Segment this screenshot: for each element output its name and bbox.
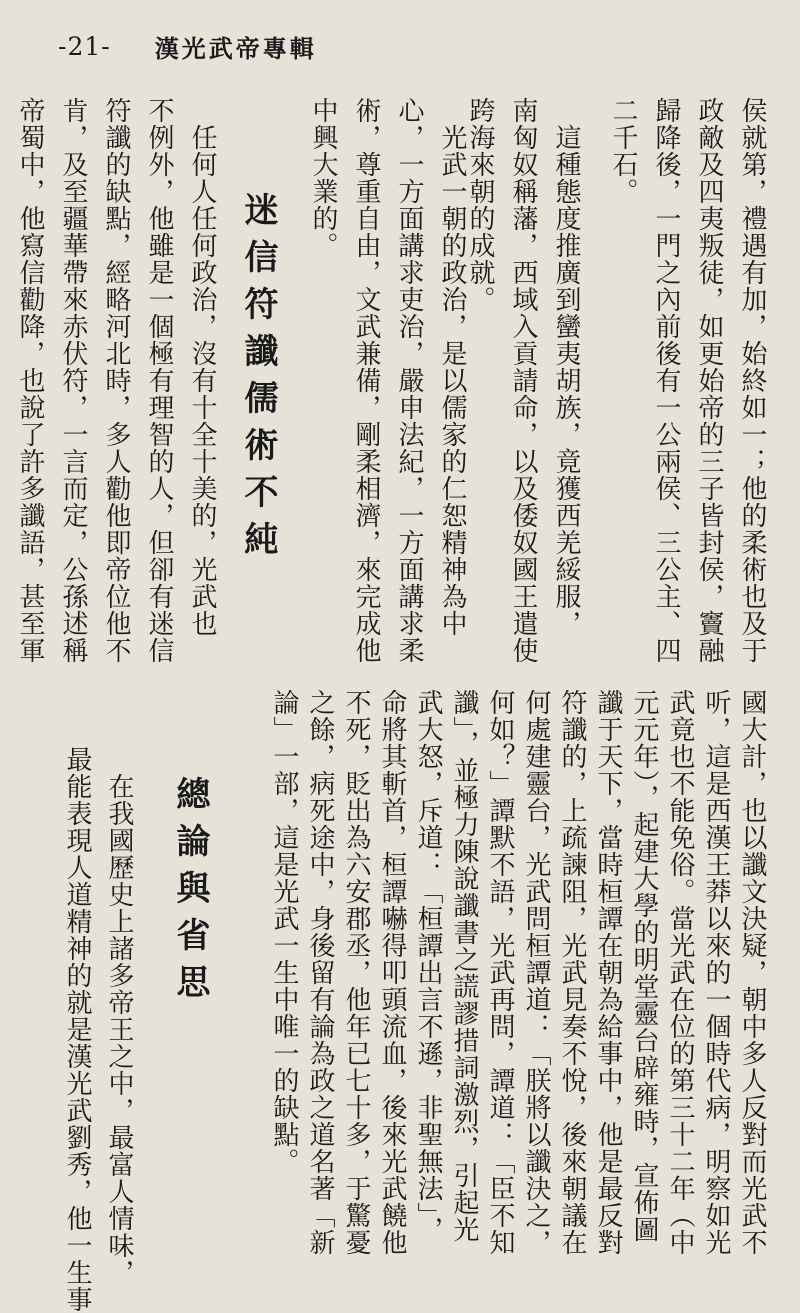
page-header — [58, 28, 317, 64]
text-column: 不例外，他雖是一個極有理智的人，但卻有迷信 — [144, 97, 174, 664]
text-column: 國大計，也以讖文決疑，朝中多人反對而光武不 — [737, 689, 767, 1256]
text-column: 政敵及四夷叛徒，如更始帝的三子皆封侯，竇融 — [694, 97, 724, 664]
text-column: 命將其斬首，桓譚嚇得叩頭流血，後來光武饒他 — [377, 689, 407, 1256]
text-column: 讖」，並極力陳說讖書之謊謬措詞激烈，引起光 — [449, 689, 479, 1243]
section-heading: 總論與省思 — [170, 776, 210, 1011]
text-column: 在我國歷史上諸多帝王之中，最富人情味， — [104, 746, 134, 1286]
text-column: 何處建靈台，光武問桓譚道：「朕將以讖決之， — [521, 689, 551, 1256]
text-column: 符讖的，上疏諫阻，光武見奏不悅，後來朝議在 — [557, 689, 587, 1256]
text-column: 帝蜀中，他寫信勸降，也說了許多讖語，甚至軍 — [15, 97, 45, 664]
text-column: 不死，貶出為六安郡丞，他年已七十多，于驚憂 — [341, 689, 371, 1256]
text-column: 跨海來朝的成就。 — [465, 97, 495, 313]
text-column: 心，一方面講求吏治，嚴申法紀，一方面講求柔 — [394, 97, 424, 664]
text-column: 侯就第，禮遇有加，始終如一；他的柔術也及于 — [737, 97, 767, 664]
text-column: 肯，及至疆華帶來赤伏符，一言而定，公孫述稱 — [58, 97, 88, 664]
section-heading: 迷信符讖儒術不純 — [238, 192, 278, 568]
text-column: 最能表現人道精神的就是漢光武劉秀，他一生事 — [62, 746, 92, 1313]
text-column: 武竟也不能免俗。當光武在位的第三十二年（中 — [665, 689, 695, 1256]
text-column: 符讖的缺點，經略河北時，多人勸他即帝位他不 — [101, 97, 131, 664]
text-column: 這種態度推廣到蠻夷胡族，竟獲西羌綏服， — [551, 97, 581, 637]
text-column: 武大怒，斥道：「桓譚出言不遜，非聖無法」， — [413, 689, 443, 1243]
text-column: 論」一部，這是光武一生中唯一的缺點。 — [269, 689, 299, 1175]
text-column: 元元年），起建大學的明堂靈台辟雍時，宣佈圖 — [629, 689, 659, 1243]
text-column: 二千石。 — [608, 97, 638, 205]
text-column: 歸降後，一門之內前後有一公兩侯、三公主、四 — [651, 97, 681, 664]
text-column: 何如？」譚默不語，光武再問，譚道：「臣不知 — [485, 689, 515, 1256]
text-column: 光武一朝的政治，是以儒家的仁恕精神為中 — [437, 97, 467, 637]
text-column: 術，尊重自由，文武兼備，剛柔相濟，來完成他 — [351, 97, 381, 664]
text-column: 听，這是西漢王莽以來的一個時代病，明察如光 — [701, 689, 731, 1256]
text-column: 中興大業的。 — [308, 97, 338, 259]
book-title: 漢光武帝專輯 — [154, 33, 317, 63]
text-column: 南匈奴稱藩，西域入貢請命，以及倭奴國王遣使 — [508, 97, 538, 664]
text-column: 讖于天下，當時桓譚在朝為給事中，他是最反對 — [593, 689, 623, 1256]
text-column: 之餘，病死途中，身後留有論為政之道名著「新 — [305, 689, 335, 1256]
text-column: 任何人任何政治，沒有十全十美的，光武也 — [187, 97, 217, 637]
page-number: -21- — [58, 31, 111, 61]
